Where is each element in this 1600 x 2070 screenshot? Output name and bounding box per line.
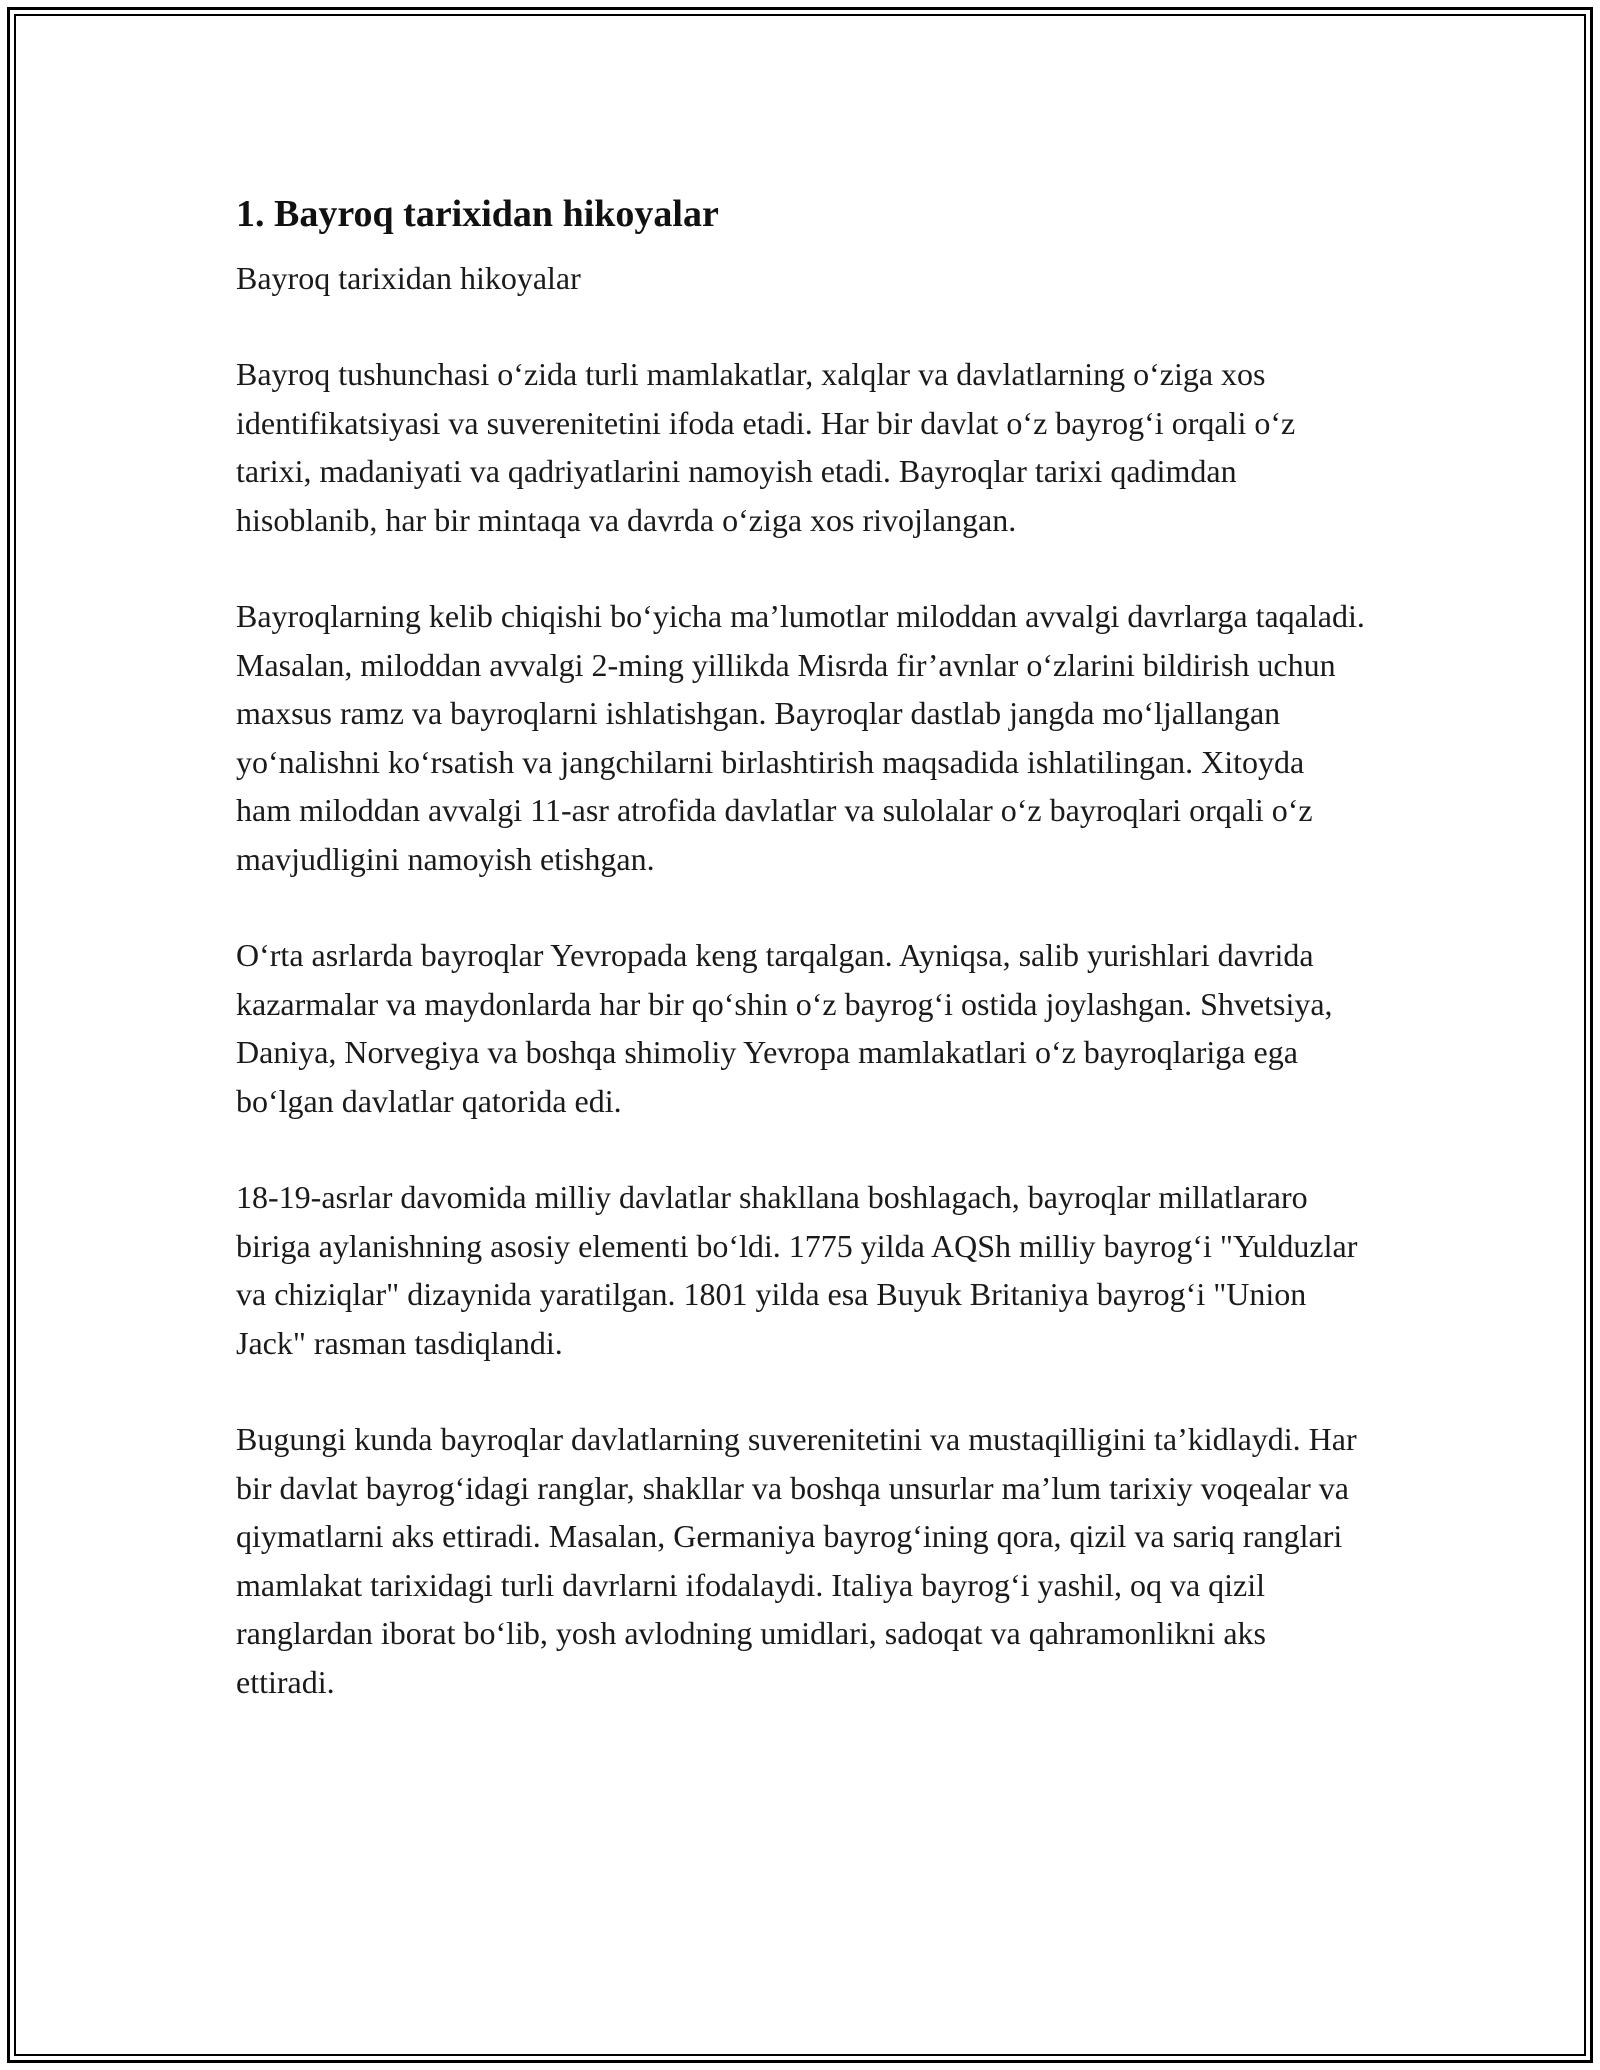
- paragraph-5: Bugungi kunda bayroqlar davlatlarning suverenitetini va mustaqilligini ta’kidlaydi. Har bir davlat bayrog‘idagi ranglar, shakllar va boshqa unsurlar ma’lum tarixiy voqealar va qiymatlarni aks ettiradi. Masalan, Germaniya bayrog‘ining qora, qizil va sariq ranglari mamlakat tarixidagi turli davrlarni ifodalaydi. Italiya bayrog‘i yashil, oq va qizil ranglardan iborat bo‘lib, yosh avlodning umidlari, sadoqat va qahramonlikni aks ettiradi.: [236, 1421, 1357, 1700]
- document-subtitle: Bayroq tarixidan hikoyalar: [236, 260, 581, 296]
- paragraph-1: Bayroq tushunchasi o‘zida turli mamlakatlar, xalqlar va davlatlarning o‘ziga xos identifikatsiyasi va suverenitetini ifoda etadi. Har bir davlat o‘z bayrog‘i orqali o‘z tarixi, madaniyati va qadriyatlarini namoyish etadi. Bayroqlar tarixi qadimdan hisoblanib, har bir mintaqa va davrda o‘ziga xos rivojlangan.: [236, 356, 1296, 538]
- document-heading: 1. Bayroq tarixidan hikoyalar: [236, 193, 719, 235]
- paragraph-3: O‘rta asrlarda bayroqlar Yevropada keng tarqalgan. Ayniqsa, salib yurishlari davrida kazarmalar va maydonlarda har bir qo‘shin o‘z bayrog‘i ostida joylashgan. Shvetsiya, Daniya, Norvegiya va boshqa shimoliy Yevropa mamlakatlari o‘z bayroqlariga ega bo‘lgan davlatlar qatorida edi.: [236, 937, 1333, 1119]
- document-page: [236, 184, 1366, 1706]
- paragraph-4: 18-19-asrlar davomida milliy davlatlar shakllana boshlagach, bayroqlar millatlararo biriga aylanishning asosiy elementi bo‘ldi. 1775 yilda AQSh milliy bayrog‘i "Yulduzlar va chiziqlar" dizaynida yaratilgan. 1801 yilda esa Buyuk Britaniya bayrog‘i "Union Jack" rasman tasdiqlandi.: [236, 1179, 1358, 1361]
- paragraph-2: Bayroqlarning kelib chiqishi bo‘yicha ma’lumotlar miloddan avvalgi davrlarga taqaladi. Masalan, miloddan avvalgi 2-ming yillikda Misrda fir’avnlar o‘zlarini bildirish uchun maxsus ramz va bayroqlarni ishlatishgan. Bayroqlar dastlab jangda mo‘ljallangan yo‘nalishni ko‘rsatish va jangchilarni birlashtirish maqsadida ishlatilingan. Xitoyda ham miloddan avvalgi 11-asr atrofida davlatlar va sulolalar o‘z bayroqlari orqali o‘z mavjudligini namoyish etishgan.: [236, 598, 1365, 877]
